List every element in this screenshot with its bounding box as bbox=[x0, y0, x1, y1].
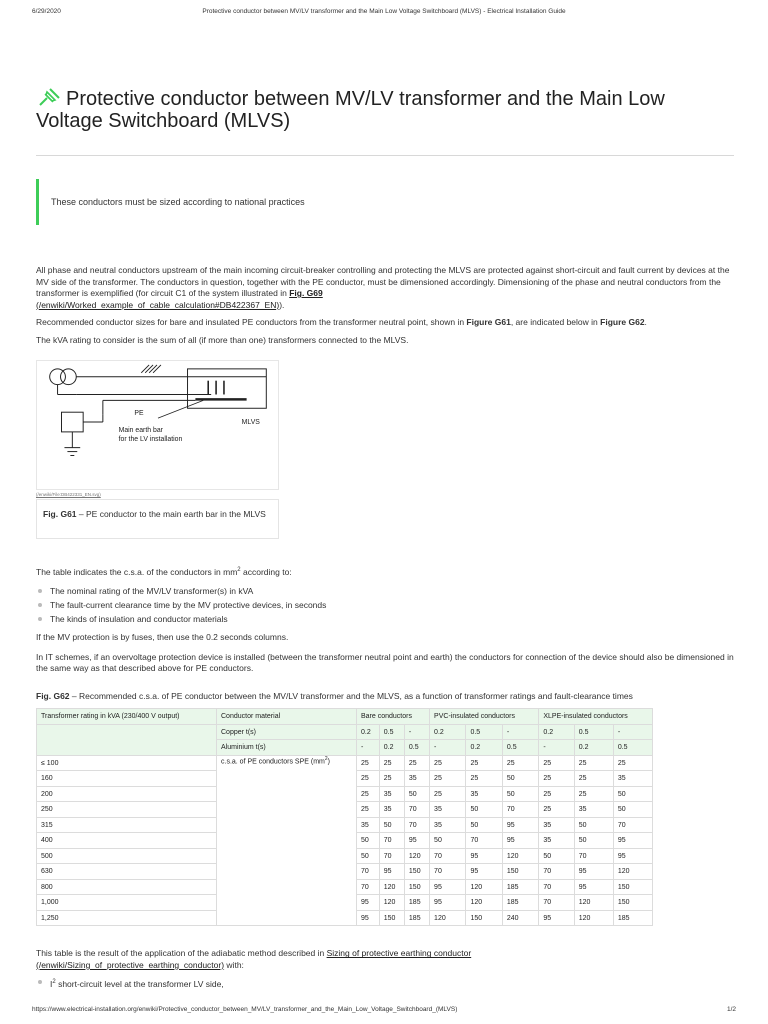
copper-val: - bbox=[613, 724, 652, 740]
rating-cell: 200 bbox=[37, 786, 217, 802]
value-cell: 70 bbox=[357, 864, 380, 880]
value-cell: 120 bbox=[502, 848, 538, 864]
value-cell: 150 bbox=[379, 910, 404, 926]
value-cell: 50 bbox=[404, 786, 429, 802]
value-cell: 25 bbox=[539, 771, 574, 787]
value-cell: 70 bbox=[613, 817, 652, 833]
fig-g69-link-url[interactable]: (/enwiki/Worked_example_of_cable_calculation#DB422367_EN) bbox=[36, 299, 280, 310]
paragraph-kva: The kVA rating to consider is the sum of all (if more than one) transformers connected to the MLVS. bbox=[36, 334, 409, 345]
csa-label: c.s.a. of PE conductors SPE (mm bbox=[221, 758, 325, 766]
label-pe: PE bbox=[134, 410, 144, 418]
value-cell: 95 bbox=[466, 848, 502, 864]
rating-cell: 315 bbox=[37, 817, 217, 833]
value-cell: 95 bbox=[357, 895, 380, 911]
header-rating-blank bbox=[37, 724, 217, 755]
pe-csa-table bbox=[36, 708, 653, 926]
pin-icon[interactable] bbox=[36, 86, 62, 108]
fig-g69-link[interactable] bbox=[289, 288, 323, 298]
value-cell: 150 bbox=[466, 910, 502, 926]
value-cell: 95 bbox=[502, 817, 538, 833]
value-cell: 25 bbox=[357, 755, 380, 771]
value-cell: 120 bbox=[613, 864, 652, 880]
value-cell: 50 bbox=[357, 848, 380, 864]
value-cell: 50 bbox=[502, 786, 538, 802]
value-cell: 95 bbox=[539, 910, 574, 926]
aluminium-label: Aluminium t(s) bbox=[217, 740, 357, 756]
alu-val: - bbox=[430, 740, 466, 756]
value-cell: 25 bbox=[539, 786, 574, 802]
figure-g61 bbox=[36, 360, 279, 539]
value-cell: 25 bbox=[502, 755, 538, 771]
sizing-pe-link[interactable]: Sizing of protective earthing conductor bbox=[326, 948, 472, 959]
value-cell: 25 bbox=[539, 802, 574, 818]
value-cell: 50 bbox=[357, 833, 380, 849]
paragraph-fuses: If the MV protection is by fuses, then use the 0.2 seconds columns. bbox=[36, 632, 289, 643]
value-cell: 240 bbox=[502, 910, 538, 926]
value-cell: 25 bbox=[430, 771, 466, 787]
value-cell: 185 bbox=[613, 910, 652, 926]
value-cell: 70 bbox=[404, 802, 429, 818]
value-cell: 95 bbox=[379, 864, 404, 880]
figure-source-link[interactable]: (/enwiki/File:DB422331_EN.svg) bbox=[36, 492, 101, 497]
value-cell: 120 bbox=[404, 848, 429, 864]
value-cell: 95 bbox=[502, 833, 538, 849]
rating-cell: 630 bbox=[37, 864, 217, 880]
header-xlpe: XLPE-insulated conductors bbox=[539, 709, 653, 725]
value-cell: 50 bbox=[466, 817, 502, 833]
value-cell: 70 bbox=[466, 833, 502, 849]
rating-cell: ≤ 100 bbox=[37, 755, 217, 771]
value-cell: 70 bbox=[430, 864, 466, 880]
value-cell: 35 bbox=[613, 771, 652, 787]
rating-cell: 1,250 bbox=[37, 910, 217, 926]
value-cell: 50 bbox=[539, 848, 574, 864]
para1-after: ). bbox=[279, 299, 285, 310]
value-cell: 50 bbox=[574, 833, 613, 849]
copper-label: Copper t(s) bbox=[217, 724, 357, 740]
para2-mid: , are indicated below in bbox=[510, 317, 601, 327]
copper-val: - bbox=[502, 724, 538, 740]
value-cell: 25 bbox=[466, 755, 502, 771]
value-cell: 120 bbox=[466, 879, 502, 895]
alu-val: 0.5 bbox=[613, 740, 652, 756]
value-cell: 70 bbox=[379, 848, 404, 864]
value-cell: 50 bbox=[466, 802, 502, 818]
print-url: https://www.electrical-installation.org/enwiki/Protective_conductor_between_MV/LV_transformer_and_the_Main_Low_Voltage_Switchboard_(MLVS) bbox=[32, 1006, 458, 1013]
value-cell: 150 bbox=[613, 879, 652, 895]
value-cell: 50 bbox=[430, 833, 466, 849]
para2-before: Recommended conductor sizes for bare and insulated PE conductors from the transformer neutral point, shown in bbox=[36, 317, 467, 327]
value-cell: 25 bbox=[574, 786, 613, 802]
value-cell: 185 bbox=[502, 895, 538, 911]
value-cell: 35 bbox=[574, 802, 613, 818]
value-cell: 70 bbox=[379, 833, 404, 849]
value-cell: 50 bbox=[613, 786, 652, 802]
paragraph-table-intro bbox=[36, 565, 734, 578]
value-cell: 25 bbox=[357, 771, 380, 787]
page-title bbox=[36, 86, 734, 132]
value-cell: 70 bbox=[539, 864, 574, 880]
article bbox=[36, 86, 734, 991]
value-cell: 35 bbox=[430, 802, 466, 818]
list-item: The fault-current clearance time by the MV protective devices, in seconds bbox=[36, 598, 734, 612]
label-mlvs: MLVS bbox=[241, 419, 260, 427]
rating-cell: 800 bbox=[37, 879, 217, 895]
value-cell: 150 bbox=[502, 864, 538, 880]
value-cell: 35 bbox=[379, 802, 404, 818]
alu-val: 0.5 bbox=[502, 740, 538, 756]
value-cell: 95 bbox=[613, 833, 652, 849]
label-earth-bar-2: for the LV installation bbox=[118, 435, 183, 443]
criteria-list bbox=[36, 584, 734, 626]
value-cell: 70 bbox=[404, 817, 429, 833]
csa-sup: 2 bbox=[324, 755, 328, 762]
pe-diagram bbox=[36, 360, 279, 490]
value-cell: 120 bbox=[574, 910, 613, 926]
value-cell: 95 bbox=[574, 879, 613, 895]
value-cell: 120 bbox=[430, 910, 466, 926]
sizing-pe-link-url[interactable]: (/enwiki/Sizing_of_protective_earthing_conductor) bbox=[36, 959, 225, 970]
value-cell: 95 bbox=[404, 833, 429, 849]
header-material: Conductor material bbox=[217, 709, 357, 725]
value-cell: 95 bbox=[466, 864, 502, 880]
value-cell: 120 bbox=[379, 895, 404, 911]
caption-g62-text: – Recommended c.s.a. of PE conductor between the MV/LV transformer and the MLVS, as a function of transformer ratings and fault-clearance times bbox=[69, 690, 633, 701]
copper-val: 0.2 bbox=[539, 724, 574, 740]
value-cell: 25 bbox=[539, 755, 574, 771]
paragraph-adiabatic bbox=[36, 948, 734, 971]
value-cell: 70 bbox=[502, 802, 538, 818]
value-cell: 70 bbox=[357, 879, 380, 895]
ref-figure-g61: Figure G61 bbox=[466, 317, 511, 327]
para4-before: The table indicates the c.s.a. of the conductors in mm bbox=[36, 566, 238, 577]
bullet2-pre: I bbox=[50, 979, 53, 990]
value-cell: 35 bbox=[379, 786, 404, 802]
title-divider bbox=[36, 155, 734, 156]
rating-cell: 160 bbox=[37, 771, 217, 787]
copper-val: 0.2 bbox=[357, 724, 380, 740]
header-bare: Bare conductors bbox=[357, 709, 430, 725]
value-cell: 185 bbox=[404, 895, 429, 911]
print-date: 6/29/2020 bbox=[32, 8, 61, 15]
value-cell: 25 bbox=[574, 755, 613, 771]
value-cell: 95 bbox=[613, 848, 652, 864]
value-cell: 35 bbox=[357, 817, 380, 833]
fig-g69-link-text[interactable]: Fig. G69 bbox=[289, 288, 323, 298]
value-cell: 35 bbox=[430, 817, 466, 833]
caption-g62-label: Fig. G62 bbox=[36, 690, 70, 701]
table-row bbox=[37, 755, 653, 771]
alu-val: - bbox=[539, 740, 574, 756]
page-title-text: Protective conductor between MV/LV transformer and the Main Low Voltage Switchboard (MLVS) bbox=[36, 88, 665, 132]
value-cell: 185 bbox=[404, 910, 429, 926]
para4-sup: 2 bbox=[237, 567, 241, 573]
value-cell: 25 bbox=[404, 755, 429, 771]
value-cell: 95 bbox=[357, 910, 380, 926]
value-cell: 50 bbox=[502, 771, 538, 787]
print-header bbox=[32, 8, 736, 20]
paragraph-recommended bbox=[36, 317, 734, 329]
value-cell: 25 bbox=[574, 771, 613, 787]
value-cell: 25 bbox=[357, 802, 380, 818]
list-item bbox=[36, 975, 734, 991]
figure-g62-caption bbox=[36, 691, 734, 703]
rating-cell: 250 bbox=[37, 802, 217, 818]
rating-cell: 1,000 bbox=[37, 895, 217, 911]
list-item: The kinds of insulation and conductor materials bbox=[36, 612, 734, 626]
alu-val: 0.5 bbox=[404, 740, 429, 756]
ref-figure-g62: Figure G62 bbox=[600, 317, 645, 327]
value-cell: 50 bbox=[613, 802, 652, 818]
value-cell: 185 bbox=[502, 879, 538, 895]
value-cell: 70 bbox=[539, 879, 574, 895]
value-cell: 120 bbox=[379, 879, 404, 895]
para2-after: . bbox=[644, 317, 647, 327]
value-cell: 95 bbox=[574, 864, 613, 880]
method-list bbox=[36, 975, 734, 991]
figure-g61-caption bbox=[36, 499, 279, 539]
value-cell: 25 bbox=[466, 771, 502, 787]
page-number: 1/2 bbox=[726, 1006, 736, 1013]
print-title: Protective conductor between MV/LV transformer and the Main Low Voltage Switchboard (MLVS) - Electrical Installation Guide bbox=[202, 8, 566, 15]
value-cell: 35 bbox=[404, 771, 429, 787]
value-cell: 25 bbox=[430, 755, 466, 771]
paragraph-intro bbox=[36, 265, 734, 311]
value-cell: 150 bbox=[613, 895, 652, 911]
csa-label-cell bbox=[217, 755, 357, 926]
value-cell: 25 bbox=[379, 755, 404, 771]
paragraph-it-schemes: In IT schemes, if an overvoltage protection device is installed (between the transformer neutral point and earth) the conductors for connection of the device should also be dimensioned in the same way as that described above for PE conductors. bbox=[36, 651, 734, 674]
copper-val: 0.2 bbox=[430, 724, 466, 740]
value-cell: 120 bbox=[466, 895, 502, 911]
copper-val: - bbox=[404, 724, 429, 740]
para7-before: This table is the result of the application of the adiabatic method described in bbox=[36, 948, 327, 959]
value-cell: 50 bbox=[379, 817, 404, 833]
caption-fig-text: – PE conductor to the main earth bar in the MLVS bbox=[76, 509, 266, 519]
alu-val: 0.2 bbox=[466, 740, 502, 756]
value-cell: 120 bbox=[574, 895, 613, 911]
value-cell: 150 bbox=[404, 864, 429, 880]
note-box: These conductors must be sized according to national practices bbox=[36, 179, 734, 225]
value-cell: 25 bbox=[379, 771, 404, 787]
para4-after: according to: bbox=[240, 566, 292, 577]
value-cell: 70 bbox=[430, 848, 466, 864]
copper-val: 0.5 bbox=[466, 724, 502, 740]
caption-fig-label: Fig. G61 bbox=[43, 509, 77, 519]
header-rating: Transformer rating in kVA (230/400 V output) bbox=[37, 709, 217, 725]
copper-val: 0.5 bbox=[574, 724, 613, 740]
value-cell: 35 bbox=[539, 833, 574, 849]
bullet2-sup: 2 bbox=[52, 979, 56, 986]
alu-val: 0.2 bbox=[574, 740, 613, 756]
copper-val: 0.5 bbox=[379, 724, 404, 740]
rating-cell: 500 bbox=[37, 848, 217, 864]
value-cell: 95 bbox=[430, 895, 466, 911]
bullet2-text: short-circuit level at the transformer LV side, bbox=[55, 979, 224, 990]
rating-cell: 400 bbox=[37, 833, 217, 849]
print-footer bbox=[32, 1006, 736, 1018]
value-cell: 35 bbox=[539, 817, 574, 833]
header-pvc: PVC-insulated conductors bbox=[430, 709, 539, 725]
para7-after: with: bbox=[224, 959, 244, 970]
value-cell: 70 bbox=[574, 848, 613, 864]
value-cell: 25 bbox=[613, 755, 652, 771]
value-cell: 35 bbox=[466, 786, 502, 802]
value-cell: 25 bbox=[430, 786, 466, 802]
value-cell: 25 bbox=[357, 786, 380, 802]
csa-after: ) bbox=[327, 758, 330, 766]
value-cell: 150 bbox=[404, 879, 429, 895]
list-item: The nominal rating of the MV/LV transformer(s) in kVA bbox=[36, 584, 734, 598]
alu-val: 0.2 bbox=[379, 740, 404, 756]
value-cell: 70 bbox=[539, 895, 574, 911]
value-cell: 50 bbox=[574, 817, 613, 833]
table-body bbox=[37, 755, 653, 926]
para1-text: All phase and neutral conductors upstream of the main incoming circuit-breaker controlling and protecting the MLVS are protected against short-circuit and fault current by devices at the MV side of the transformer. The conductors in question, together with the PE conductor, must be dimensioned accordingly. Dimensioning of the phase and neutral conductors from the transformer is exemplified (for circuit C1 of the system illustrated in bbox=[36, 265, 730, 298]
alu-val: - bbox=[357, 740, 380, 756]
label-earth-bar-1: Main earth bar bbox=[118, 426, 163, 434]
value-cell: 95 bbox=[430, 879, 466, 895]
